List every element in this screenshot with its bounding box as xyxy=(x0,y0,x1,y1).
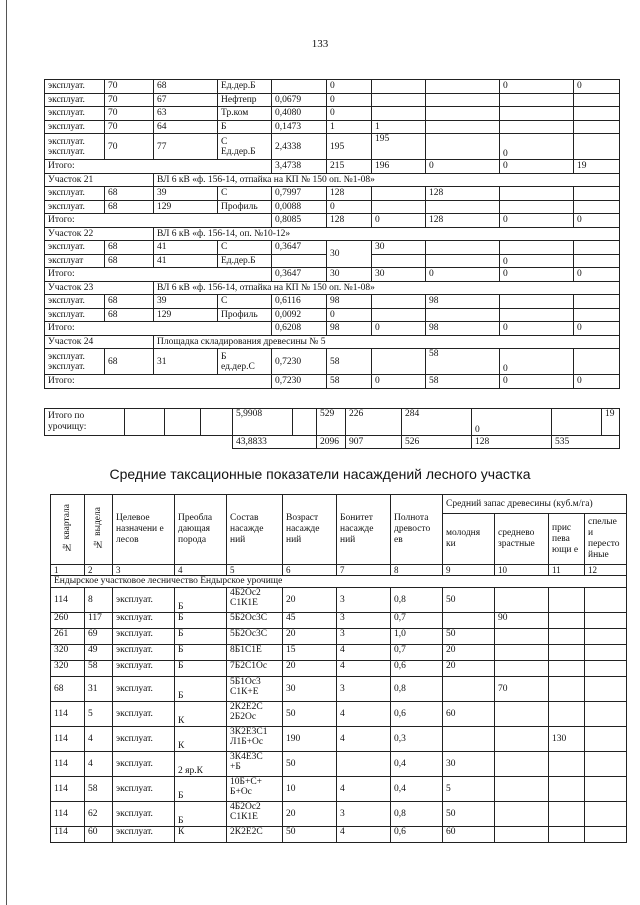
table-row: эксплуат. 68 129 Профиль 0,0092 0 xyxy=(45,308,620,322)
section-header-row: Участок 21 ВЛ 6 кВ «ф. 156-14, отпайка на КП № 150 оп. №1-08» xyxy=(45,173,620,187)
table-row: 114 8 эксплуат. Б 4Б2Ос2 С1К1Е 20 3 0,8 50 xyxy=(51,588,627,613)
column-number-row: 1 2 3 4 5 6 7 8 9 10 11 12 xyxy=(51,565,627,576)
table-row: 261 69 эксплуат. Б 5Б2Ос3С 20 3 1,0 50 xyxy=(51,629,627,645)
header-row: № квартала № выдела Целевое назначени е лесов Преобла дающая порода Состав насажде ний Возраст насажде ний Бонитет насажде ний Полнота древосто ев Средний запас древесины (куб.м/га) xyxy=(51,495,627,514)
clearing-volume-table xyxy=(44,79,620,389)
table-row: эксплуат. эксплуат. 70 77 С Ед.дер.Б 2,4338 195 195 0 xyxy=(45,134,620,160)
table-row: 114 62 эксплуат. Б 4Б2Ос2 С1К1Е 20 3 0,8 50 xyxy=(51,802,627,827)
table-row: 320 49 эксплуат. Б 8Б1С1Е 15 4 0,7 20 xyxy=(51,645,627,661)
table-row: эксплуат. 68 41 С 0,3647 30 30 xyxy=(45,241,620,255)
grand-total-row: 43,8833 2096 907 526 128 535 xyxy=(45,436,620,449)
table-row: 114 4 эксплуат. 2 яр.К 3К4Е3С +Б 50 0,4 30 xyxy=(51,752,627,777)
table-row: эксплуат. 70 64 Б 0,1473 1 1 xyxy=(45,120,620,134)
total-row-urochishe: Итого по урочищу: 5,9908 529 226 284 0 19 xyxy=(45,409,620,436)
table-row: 114 60 эксплуат. К 2К2Е2С 50 4 0,6 60 xyxy=(51,827,627,843)
subtotal-row: Итого: 0,6208 98 0 98 0 0 xyxy=(45,322,620,336)
section-header-row: Участок 22 ВЛ 6 кВ «ф. 156-14, оп. №10-12» xyxy=(45,227,620,241)
section-header-row: Участок 24 Площадка складирования древесины № 5 xyxy=(45,335,620,349)
subtotal-row: Итого: 0,3647 30 30 0 0 0 xyxy=(45,268,620,282)
totals-table xyxy=(44,408,620,449)
table-row: 320 58 эксплуат. Б 7Б2С1Ос 20 4 0,6 20 xyxy=(51,661,627,677)
table-row: эксплуат. 70 68 Ед.дер.Б 0 0 0 xyxy=(45,80,620,94)
table-row: 114 58 эксплуат. Б 10Б+С+ Б+Ос 10 4 0,4 5 xyxy=(51,777,627,802)
subtotal-row: Итого: 0,8085 128 0 128 0 0 xyxy=(45,214,620,228)
taxation-table xyxy=(50,494,627,843)
subtotal-row: Итого: 0,7230 58 0 58 0 0 xyxy=(45,375,620,389)
table-row: эксплуат. 70 67 Нефтепр 0,0679 0 xyxy=(45,93,620,107)
page-number: 133 xyxy=(311,38,329,50)
section-row: Ендырское участковое лесничество Ендырское урочище xyxy=(51,576,627,588)
table-row: эксплуат. 68 129 Профиль 0,0088 0 xyxy=(45,200,620,214)
table-row: 260 117 эксплуат. Б 5Б2Ос3С 45 3 0,7 90 xyxy=(51,613,627,629)
table-row: эксплуат. 68 39 С 0,7997 128 128 xyxy=(45,187,620,201)
left-margin-line xyxy=(6,0,7,905)
table-row: эксплуат 68 41 Ед.дер.Б 0 xyxy=(45,254,620,268)
table-row: эксплуат. 68 39 С 0,6116 98 98 xyxy=(45,295,620,309)
subtotal-row: Итого: 3,4738 215 196 0 0 19 xyxy=(45,160,620,174)
section-title: Средние таксационные показатели насаждений лесного участка xyxy=(109,466,531,482)
table-row: эксплуат. 70 63 Тр.ком 0,4080 0 xyxy=(45,107,620,121)
table-row: 114 4 эксплуат. К 3К2Е3С1 Л1Б+Ос 190 4 0,3 130 xyxy=(51,727,627,752)
table-row: 68 31 эксплуат. Б 5Б1Ос3 С1К+Е 30 3 0,8 70 xyxy=(51,677,627,702)
table-row: эксплуат. эксплуат. 68 31 Б ед.дер.С 0,7230 58 58 0 xyxy=(45,349,620,375)
section-header-row: Участок 23 ВЛ 6 кВ «ф. 156-14, отпайка на КП № 150 оп. №1-08» xyxy=(45,281,620,295)
table-row: 114 5 эксплуат. К 2К2Е2С 2Б2Ос 50 4 0,6 60 xyxy=(51,702,627,727)
header-row-sub: молодня ки среднево зрастные прис пева ющи е спелые и пересто йные xyxy=(51,514,627,565)
